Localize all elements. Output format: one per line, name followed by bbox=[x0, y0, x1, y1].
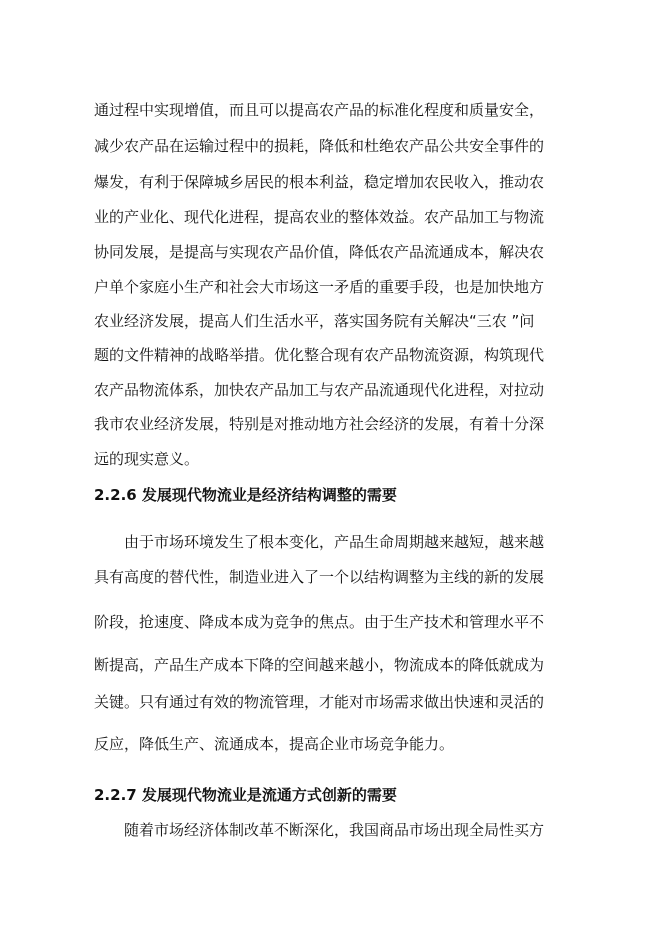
text-line: 远的现实意义。 bbox=[94, 450, 200, 468]
text-line: 阶段，抢速度、降成本成为竞争的焦点。由于生产技术和管理水平不 bbox=[94, 613, 545, 631]
text-line: 关键。只有通过有效的物流管理，才能对市场需求做出快速和灵活的 bbox=[94, 693, 545, 711]
text-line: 协同发展，是提高与实现农产品价值，降低农产品流通成本，解决农 bbox=[94, 243, 545, 261]
text-line: 农产品物流体系，加快农产品加工与农产品流通现代化进程，对拉动 bbox=[94, 381, 545, 399]
text-line: 题的文件精神的战略举措。优化整合现有农产品物流资源，构筑现代 bbox=[94, 346, 545, 364]
text-line: 农业经济发展，提高人们生活水平，落实国务院有关解决“三农 ”问 bbox=[94, 312, 535, 330]
text-line: 减少农产品在运输过程中的损耗，降低和杜绝农产品公共安全事件的 bbox=[94, 137, 545, 155]
text-line: 爆发，有利于保障城乡居民的根本利益，稳定增加农民收入，推动农 bbox=[94, 173, 545, 191]
text-line: 反应，降低生产、流通成本，提高企业市场竞争能力。 bbox=[94, 735, 455, 753]
text-line: 断提高，产品生产成本下降的空间越来越小，物流成本的降低就成为 bbox=[94, 656, 545, 674]
text-line: 通过程中实现增值，而且可以提高农产品的标准化程度和质量安全， bbox=[94, 101, 545, 119]
text-line: 具有高度的替代性，制造业进入了一个以结构调整为主线的新的发展 bbox=[94, 568, 545, 586]
text-line: 由于市场环境发生了根本变化，产品生命周期越来越短，越来越 bbox=[124, 533, 545, 551]
section-heading-2-2-6: 2.2.6 发展现代物流业是经济结构调整的需要 bbox=[94, 486, 397, 504]
text-line: 户单个家庭小生产和社会大市场这一矛盾的重要手段，也是加快地方 bbox=[94, 278, 545, 296]
text-line: 业的产业化、现代化进程，提高农业的整体效益。农产品加工与物流 bbox=[94, 208, 545, 226]
text-line: 我市农业经济发展，特别是对推动地方社会经济的发展，有着十分深 bbox=[94, 415, 545, 433]
text-line: 随着市场经济体制改革不断深化，我国商品市场出现全局性买方 bbox=[124, 821, 545, 839]
section-heading-2-2-7: 2.2.7 发展现代物流业是流通方式创新的需要 bbox=[94, 786, 397, 804]
